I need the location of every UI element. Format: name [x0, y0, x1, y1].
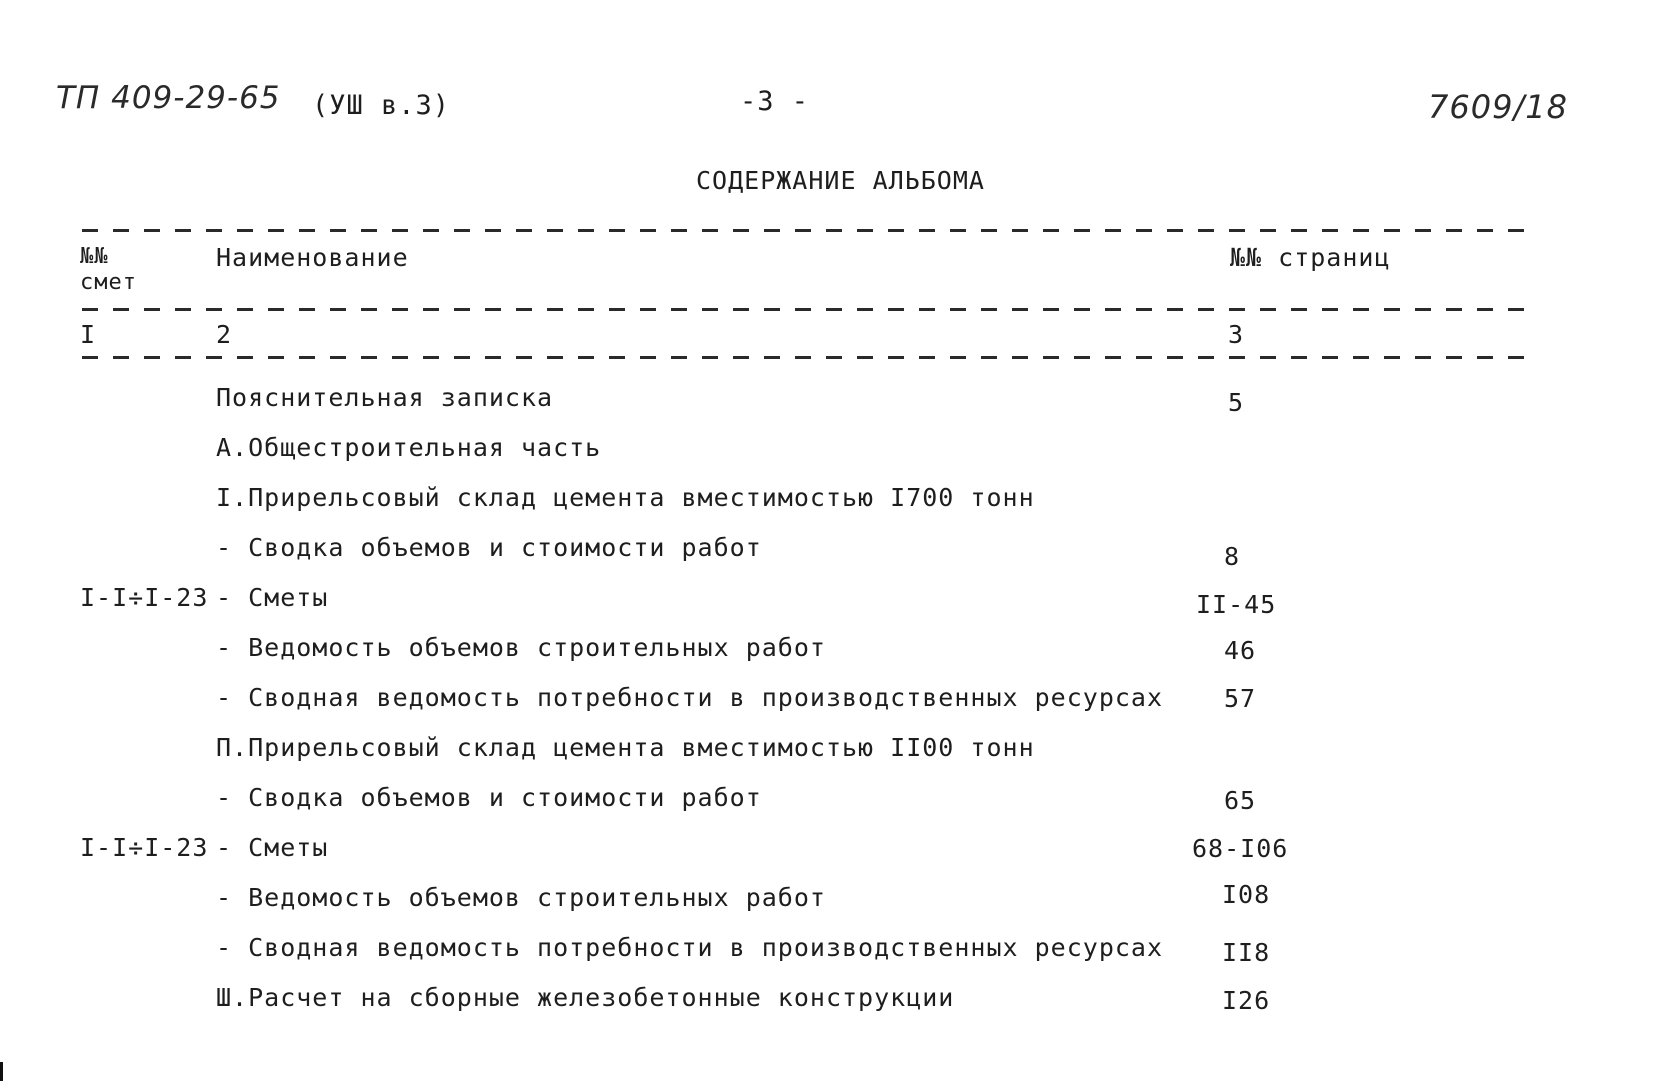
- row-pages: II8: [1222, 938, 1271, 967]
- row-name: Пояснительная записка: [216, 383, 554, 412]
- page-number: -3 -: [740, 86, 810, 117]
- row-pages: 65: [1224, 786, 1257, 815]
- row-pages: 8: [1224, 542, 1241, 571]
- archive-number: 7609/18: [1428, 88, 1568, 126]
- page-title: СОДЕРЖАНИЕ АЛЬБОМА: [696, 166, 985, 195]
- row-name: П.Прирельсовый склад цемента вместимостью II00 тонн: [216, 733, 1035, 762]
- document-code: ТП 409-29-65: [56, 80, 281, 116]
- row-name: - Сводка объемов и стоимости работ: [216, 783, 762, 812]
- row-name: Ш.Расчет на сборные железобетонные конструкции: [216, 983, 955, 1012]
- row-pages: II-45: [1196, 590, 1277, 619]
- row-pages: 46: [1224, 636, 1257, 665]
- header-estimate-word: смет: [80, 270, 137, 295]
- column-number-2: 2: [216, 320, 233, 349]
- row-name: I.Прирельсовый склад цемента вместимостью I700 тонн: [216, 483, 1035, 512]
- row-name: - Сметы: [216, 583, 329, 612]
- column-number-3: 3: [1228, 320, 1245, 349]
- scan-edge-mark: [0, 1062, 3, 1081]
- row-estimate: I-I÷I-23: [80, 833, 209, 862]
- row-name: - Ведомость объемов строительных работ: [216, 883, 826, 912]
- row-name: - Сметы: [216, 833, 329, 862]
- divider-column-numbers: [82, 356, 1538, 359]
- divider-top: [82, 229, 1538, 232]
- divider-header: [82, 308, 1538, 311]
- row-estimate: I-I÷I-23: [80, 583, 209, 612]
- row-pages: 5: [1228, 388, 1245, 417]
- header-pages: №№ страниц: [1230, 243, 1391, 272]
- row-name: - Сводная ведомость потребности в производственных ресурсах: [216, 683, 1164, 712]
- header-estimate-number: №№: [80, 244, 109, 269]
- row-pages: I08: [1222, 880, 1271, 909]
- row-name: - Сводка объемов и стоимости работ: [216, 533, 762, 562]
- row-name: А.Общестроительная часть: [216, 433, 602, 462]
- column-number-1: I: [80, 320, 97, 349]
- header-name: Наименование: [216, 243, 409, 272]
- row-pages: 68-I06: [1192, 834, 1289, 863]
- row-pages: 57: [1224, 684, 1257, 713]
- row-name: - Сводная ведомость потребности в производственных ресурсах: [216, 933, 1164, 962]
- row-name: - Ведомость объемов строительных работ: [216, 633, 826, 662]
- row-pages: I26: [1222, 986, 1271, 1015]
- volume-label: (УШ в.3): [312, 90, 451, 121]
